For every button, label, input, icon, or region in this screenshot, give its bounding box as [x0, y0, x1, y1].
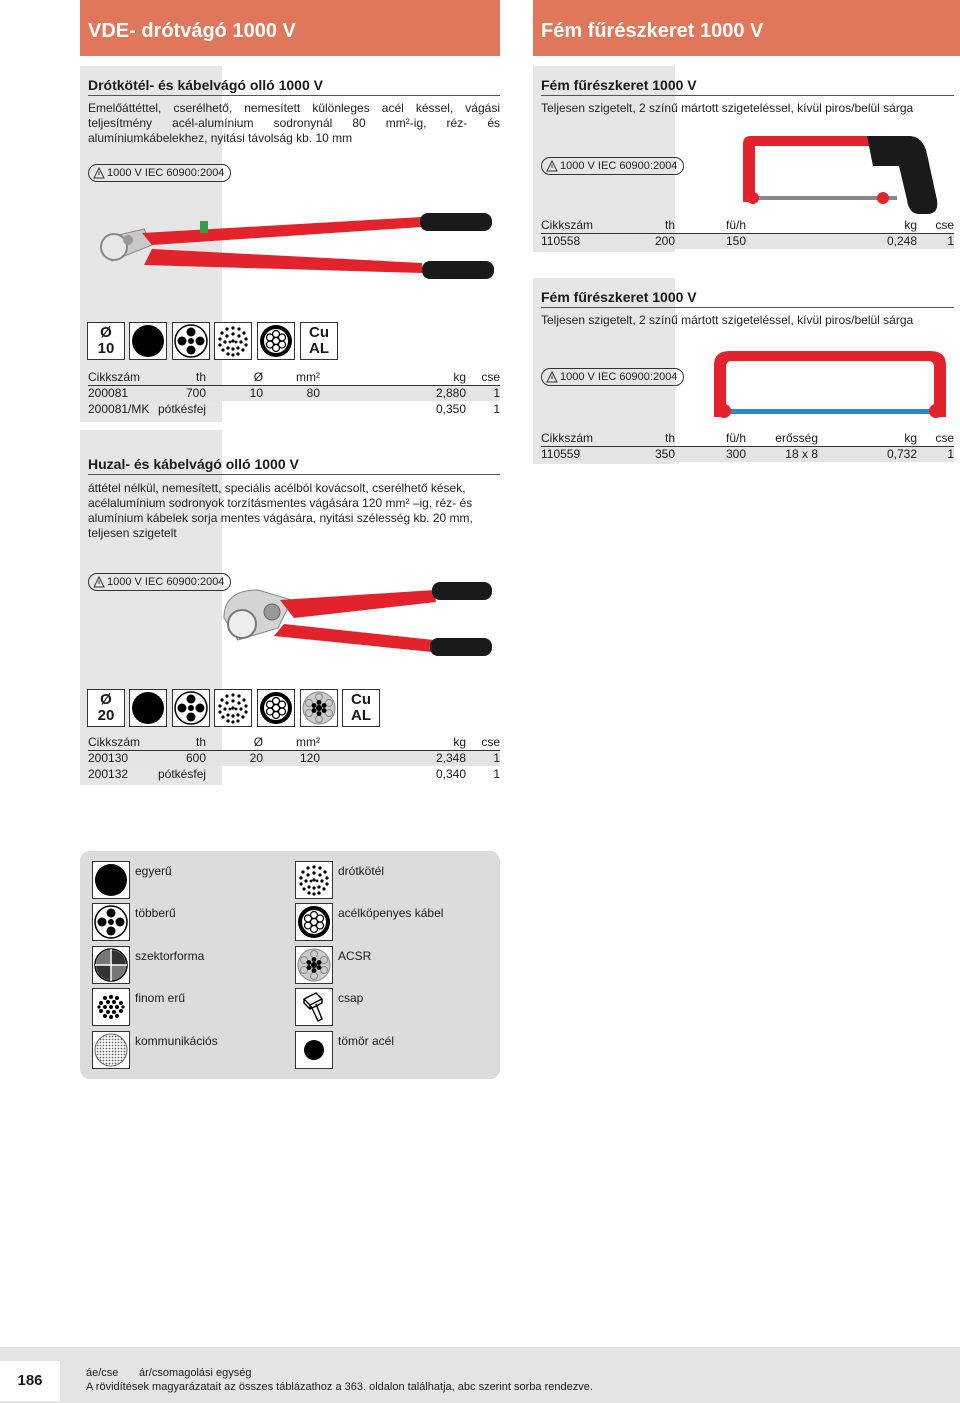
warning-triangle-icon [546, 371, 558, 383]
table-row: 200081 700 10 80 2,880 1 [88, 386, 500, 401]
multi-core-icon [172, 689, 210, 727]
footer-abbr-1: áe/cse [86, 1367, 119, 1379]
legend-label: tömör acél [338, 1034, 395, 1048]
hacksaw-frame-small-image [733, 130, 955, 220]
sector-shape-icon [92, 946, 130, 984]
multi-core-icon [172, 322, 210, 360]
product1-title: Drótkötél- és kábelvágó olló 1000 V [88, 77, 500, 96]
footer-note: A rövidítések magyarázatait az összes táblázathoz a 363. oldalon találhatja, abc szerint sorba rendezve. [86, 1381, 593, 1393]
diameter-20-icon: Ø 20 [87, 689, 125, 727]
legend-label: kommunikációs [135, 1034, 218, 1048]
table-row: 110558 200 150 0,248 1 [541, 234, 954, 249]
vde-label: 1000 V IEC 60900:2004 [107, 167, 225, 179]
legend-label: ACSR [338, 949, 372, 963]
product3-title: Fém fűrészkeret 1000 V [541, 77, 954, 96]
product3-vde-badge: 1000 V IEC 60900:2004 [541, 157, 684, 175]
page-number: 186 [0, 1361, 60, 1401]
product3-spec-table: Cikkszám th fü/h kg cse 110558 200 150 0,248 1 [541, 217, 954, 249]
acsr-icon [300, 689, 338, 727]
legend-label: többerű [135, 906, 176, 920]
communication-cable-icon [92, 1031, 130, 1069]
single-core-icon [129, 322, 167, 360]
table-row: 200081/MK pótkésfej 0,350 1 [88, 402, 500, 416]
product2-vde-badge: 1000 V IEC 60900:2004 [88, 573, 231, 591]
armored-cable-icon [257, 322, 295, 360]
solid-steel-icon [295, 1031, 333, 1069]
wire-rope-icon [295, 861, 333, 899]
warning-triangle-icon [93, 167, 105, 179]
bolt-icon [295, 988, 333, 1026]
right-page-title: Fém fűrészkeret 1000 V [541, 20, 764, 42]
table-row: 110559 350 300 18 x 8 0,732 1 [541, 447, 954, 462]
product1-description: Emelőáttéttel, cserélhető, nemesített különleges acél késsel, vágási teljesítmény acél-alumínium sodronynál 80 mm²-ig, réz- és alumíniumkábelekhez, nyitási távolság kb. 10 mm [88, 101, 500, 145]
single-core-icon [92, 861, 130, 899]
wire-rope-icon [214, 322, 252, 360]
product4-title: Fém fűrészkeret 1000 V [541, 289, 954, 308]
armored-cable-icon [295, 903, 333, 941]
product3-description: Teljesen szigetelt, 2 színű mártott szigeteléssel, kívül piros/belül sárga [541, 101, 914, 115]
legend-label: csap [338, 991, 364, 1005]
wire-cutter-image [214, 578, 499, 663]
warning-triangle-icon [93, 576, 105, 588]
fine-strand-icon [92, 988, 130, 1026]
cu-al-icon: Cu AL [300, 322, 338, 360]
product2-spec-table: Cikkszám th Ø mm² kg cse 200130 600 20 120 2,348 1 200132 pótkésfej 0,340 1 [88, 734, 500, 781]
product4-spec-table: Cikkszám th fü/h erősség kg cse 110559 350 300 18 x 8 0,732 1 [541, 430, 954, 462]
wire-rope-icon [214, 689, 252, 727]
diameter-10-icon: Ø 10 [87, 322, 125, 360]
warning-triangle-icon [546, 160, 558, 172]
cu-al-icon: Cu AL [342, 689, 380, 727]
product4-vde-badge: 1000 V IEC 60900:2004 [541, 368, 684, 386]
table-row: 200132 pótkésfej 0,340 1 [88, 767, 500, 781]
left-page-title: VDE- drótvágó 1000 V [88, 20, 296, 42]
product2-description: áttétel nélkül, nemesített, speciális acélból kovácsolt, cserélhető kések, acélalumínium sodronyok torzításmentes vágására 120 mm² –ig, réz- és alumínium kábelek sorja mentes vágására, nyitási szélesség kb. 20 mm, teljesen szigetelt [88, 481, 473, 540]
armored-cable-icon [257, 689, 295, 727]
product1-spec-table: Cikkszám th Ø mm² kg cse 200081 700 10 80 2,880 1 200081/MK pótkésfej 0,350 1 [88, 369, 500, 416]
product4-description: Teljesen szigetelt, 2 színű mártott szigeteléssel, kívül piros/belül sárga [541, 313, 914, 327]
legend-label: szektorforma [135, 949, 205, 963]
legend-label: acélköpenyes kábel [338, 906, 444, 920]
legend-label: drótkötél [338, 864, 385, 878]
legend-label: egyerű [135, 864, 172, 878]
table-row: 200130 600 20 120 2,348 1 [88, 751, 500, 766]
legend-label: finom erű [135, 991, 186, 1005]
multi-core-icon [92, 903, 130, 941]
product2-title: Huzal- és kábelvágó olló 1000 V [88, 456, 500, 475]
acsr-icon [295, 946, 333, 984]
footer-abbr-2: ár/csomagolási egység [139, 1367, 252, 1379]
cable-cutter-image [92, 205, 502, 285]
product1-vde-badge [88, 164, 231, 182]
single-core-icon [129, 689, 167, 727]
hacksaw-frame-large-image [700, 345, 956, 430]
